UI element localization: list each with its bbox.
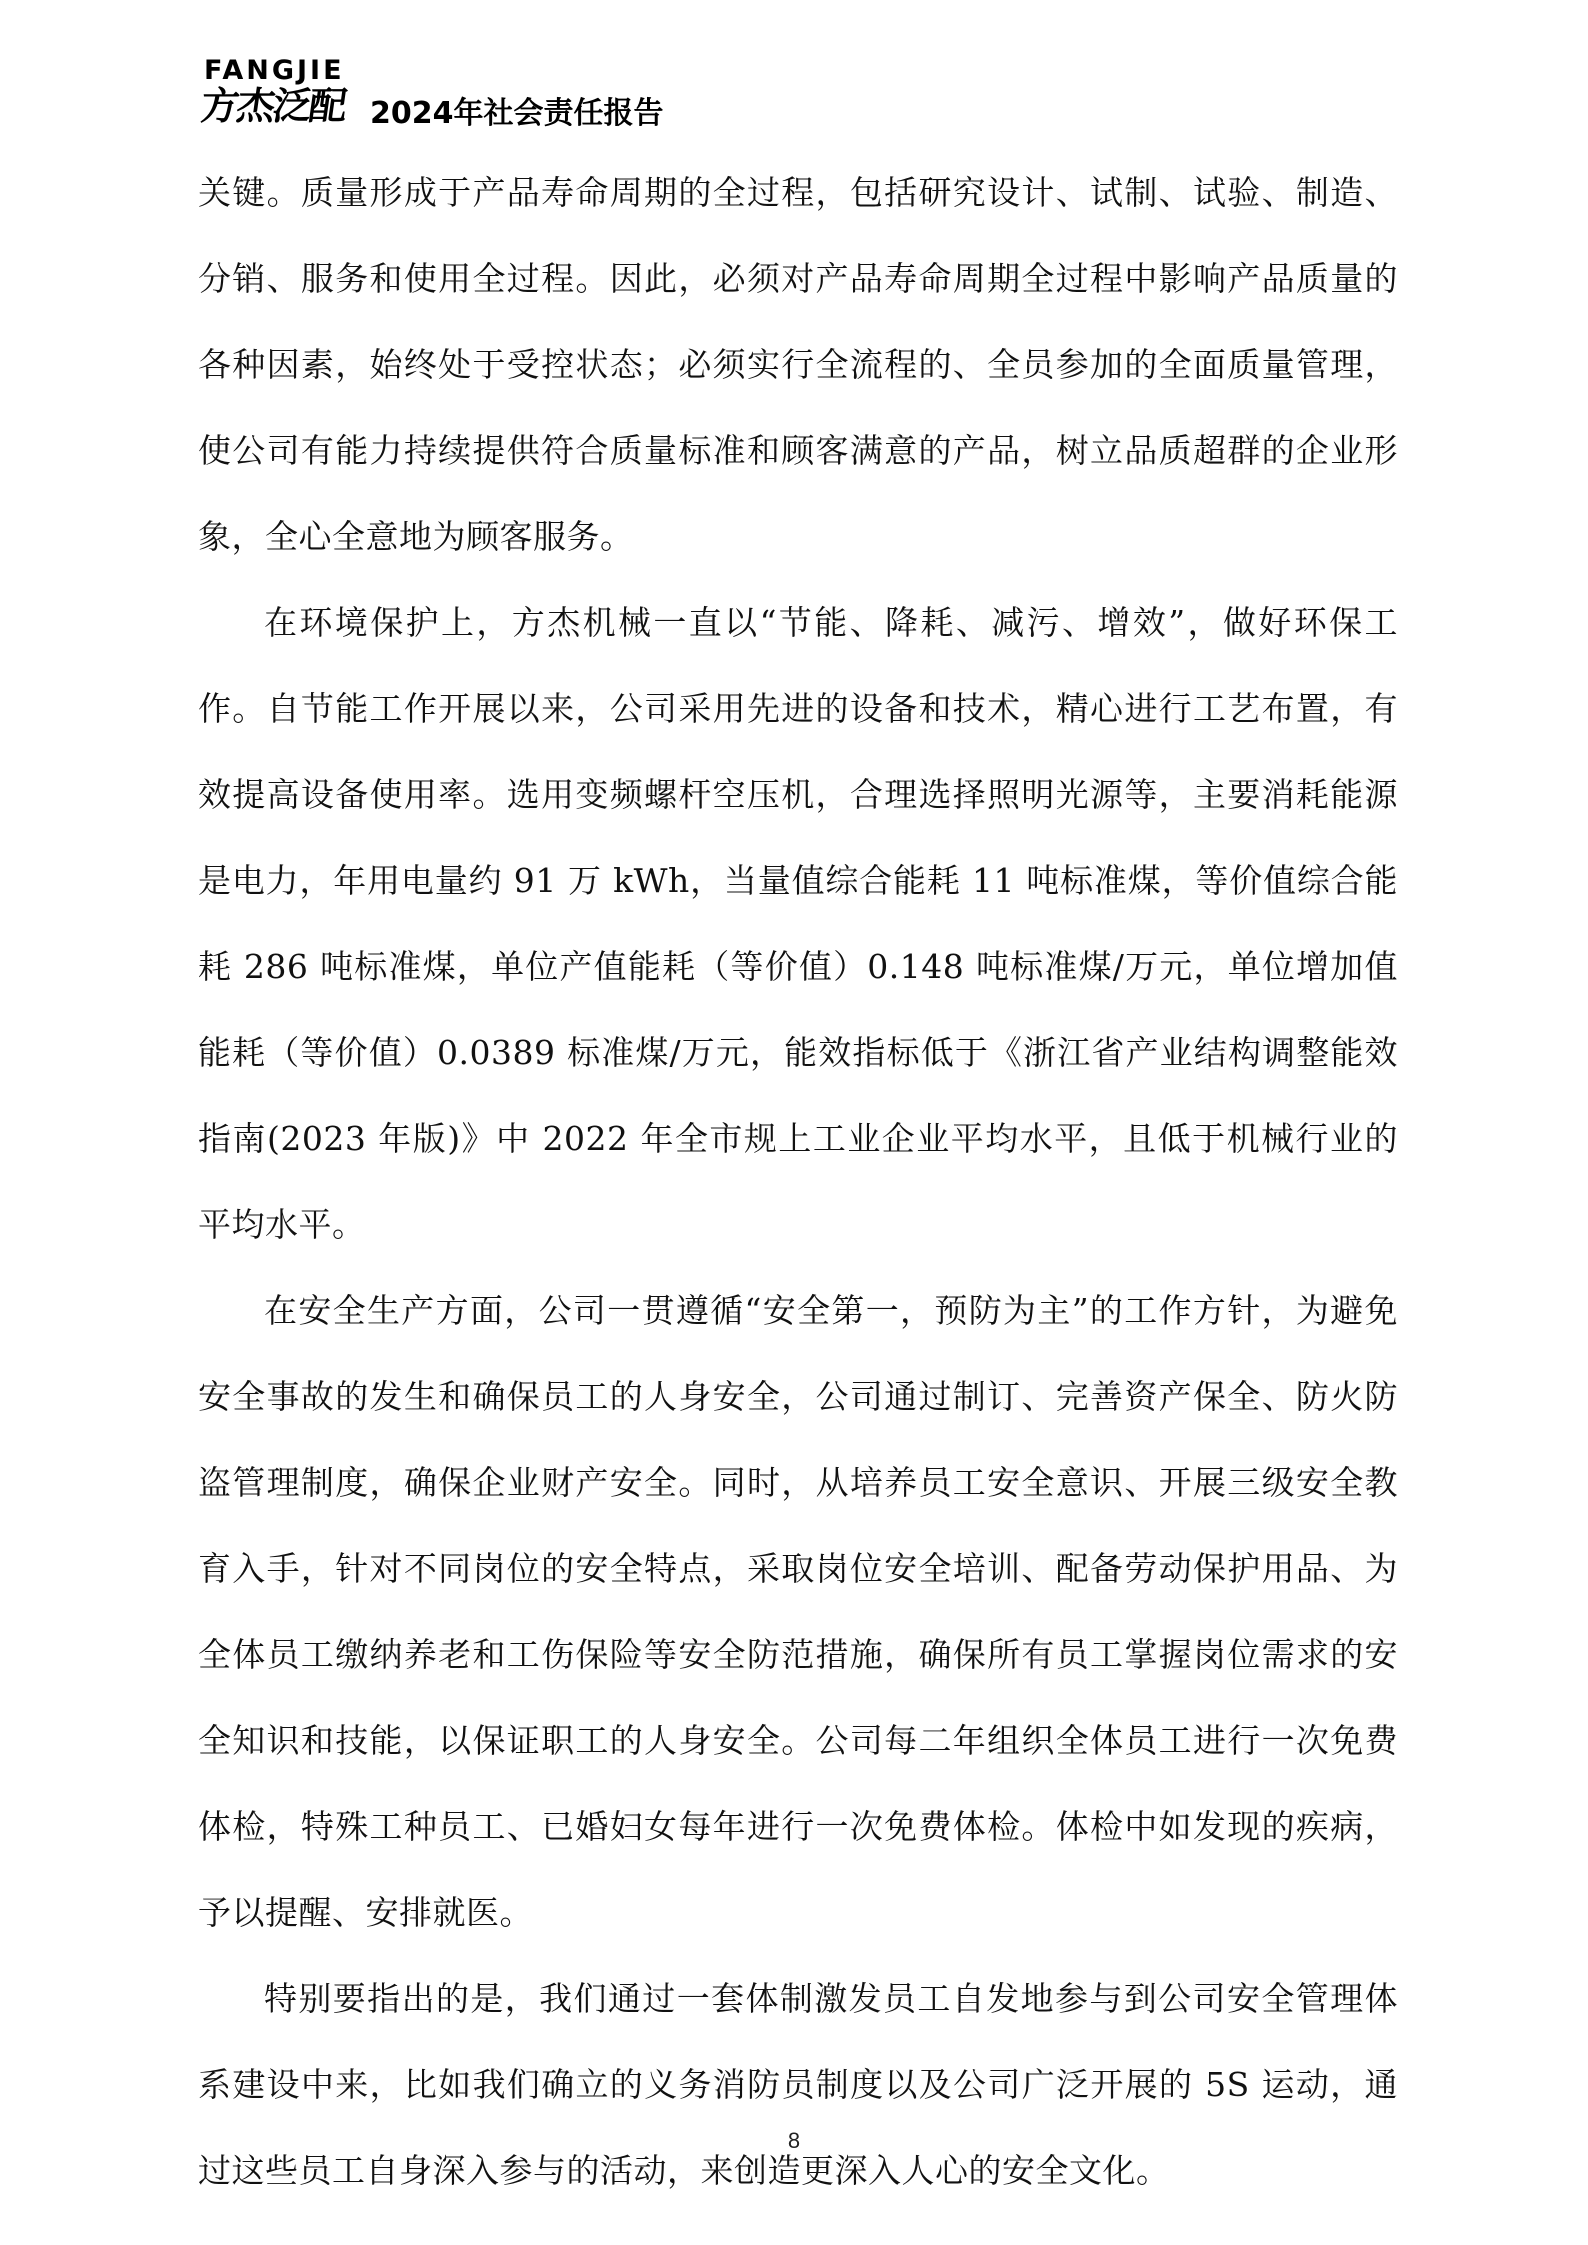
body-text [198,150,1398,2214]
paragraph-environment: 在环境保护上，方杰机械一直以“节能、降耗、减污、增效”，做好环保工作。自节能工作开展以来，公司采用先进的设备和技术，精心进行工艺布置，有效提高设备使用率。选用变频螺杆空压机，合理选择照明光源等，主要消耗能源是电力，年用电量约 91 万 kWh，当量值综合能耗 11 吨标准煤，等价值综合能耗 286 吨标准煤，单位产值能耗（等价值）0.148 吨标准煤/万元，单位增加值能耗（等价值）0.0389 标准煤/万元，能效指标低于《浙江省产业结构调整能效指南(2023 年版)》中 2022 年全市规上工业企业平均水平，且低于机械行业的平均水平。 [198,603,1398,1244]
logo-chinese-text: 方杰泛配 [198,84,349,128]
page-number: 8 [787,2128,801,2153]
paragraph-safety: 在安全生产方面，公司一贯遵循“安全第一，预防为主”的工作方针，为避免安全事故的发生和确保员工的人身安全，公司通过制订、完善资产保全、防火防盗管理制度，确保企业财产安全。同时，从培养员工安全意识、开展三级安全教育入手，针对不同岗位的安全特点，采取岗位安全培训、配备劳动保护用品、为全体员工缴纳养老和工伤保险等安全防范措施，确保所有员工掌握岗位需求的安全知识和技能，以保证职工的人身安全。公司每二年组织全体员工进行一次免费体检，特殊工种员工、已婚妇女每年进行一次免费体检。体检中如发现的疾病，予以提醒、安排就医。 [198,1291,1398,1932]
report-title: 2024年社会责任报告 [370,96,664,131]
page-header [198,56,798,136]
paragraph-quality-continued: 关键。质量形成于产品寿命周期的全过程，包括研究设计、试制、试验、制造、分销、服务和使用全过程。因此，必须对产品寿命周期全过程中影响产品质量的各种因素，始终处于受控状态；必须实行全流程的、全员参加的全面质量管理，使公司有能力持续提供符合质量标准和顾客满意的产品，树立品质超群的企业形象，全心全意地为顾客服务。 [198,173,1398,556]
logo-english-text: FANGJIE [204,55,345,86]
paragraph-safety-culture: 特别要指出的是，我们通过一套体制激发员工自发地参与到公司安全管理体系建设中来，比如我们确立的义务消防员制度以及公司广泛开展的 5S 运动，通过这些员工自身深入参与的活动，来创造更深入人心的安全文化。 [198,1979,1398,2190]
company-logo [198,56,366,128]
